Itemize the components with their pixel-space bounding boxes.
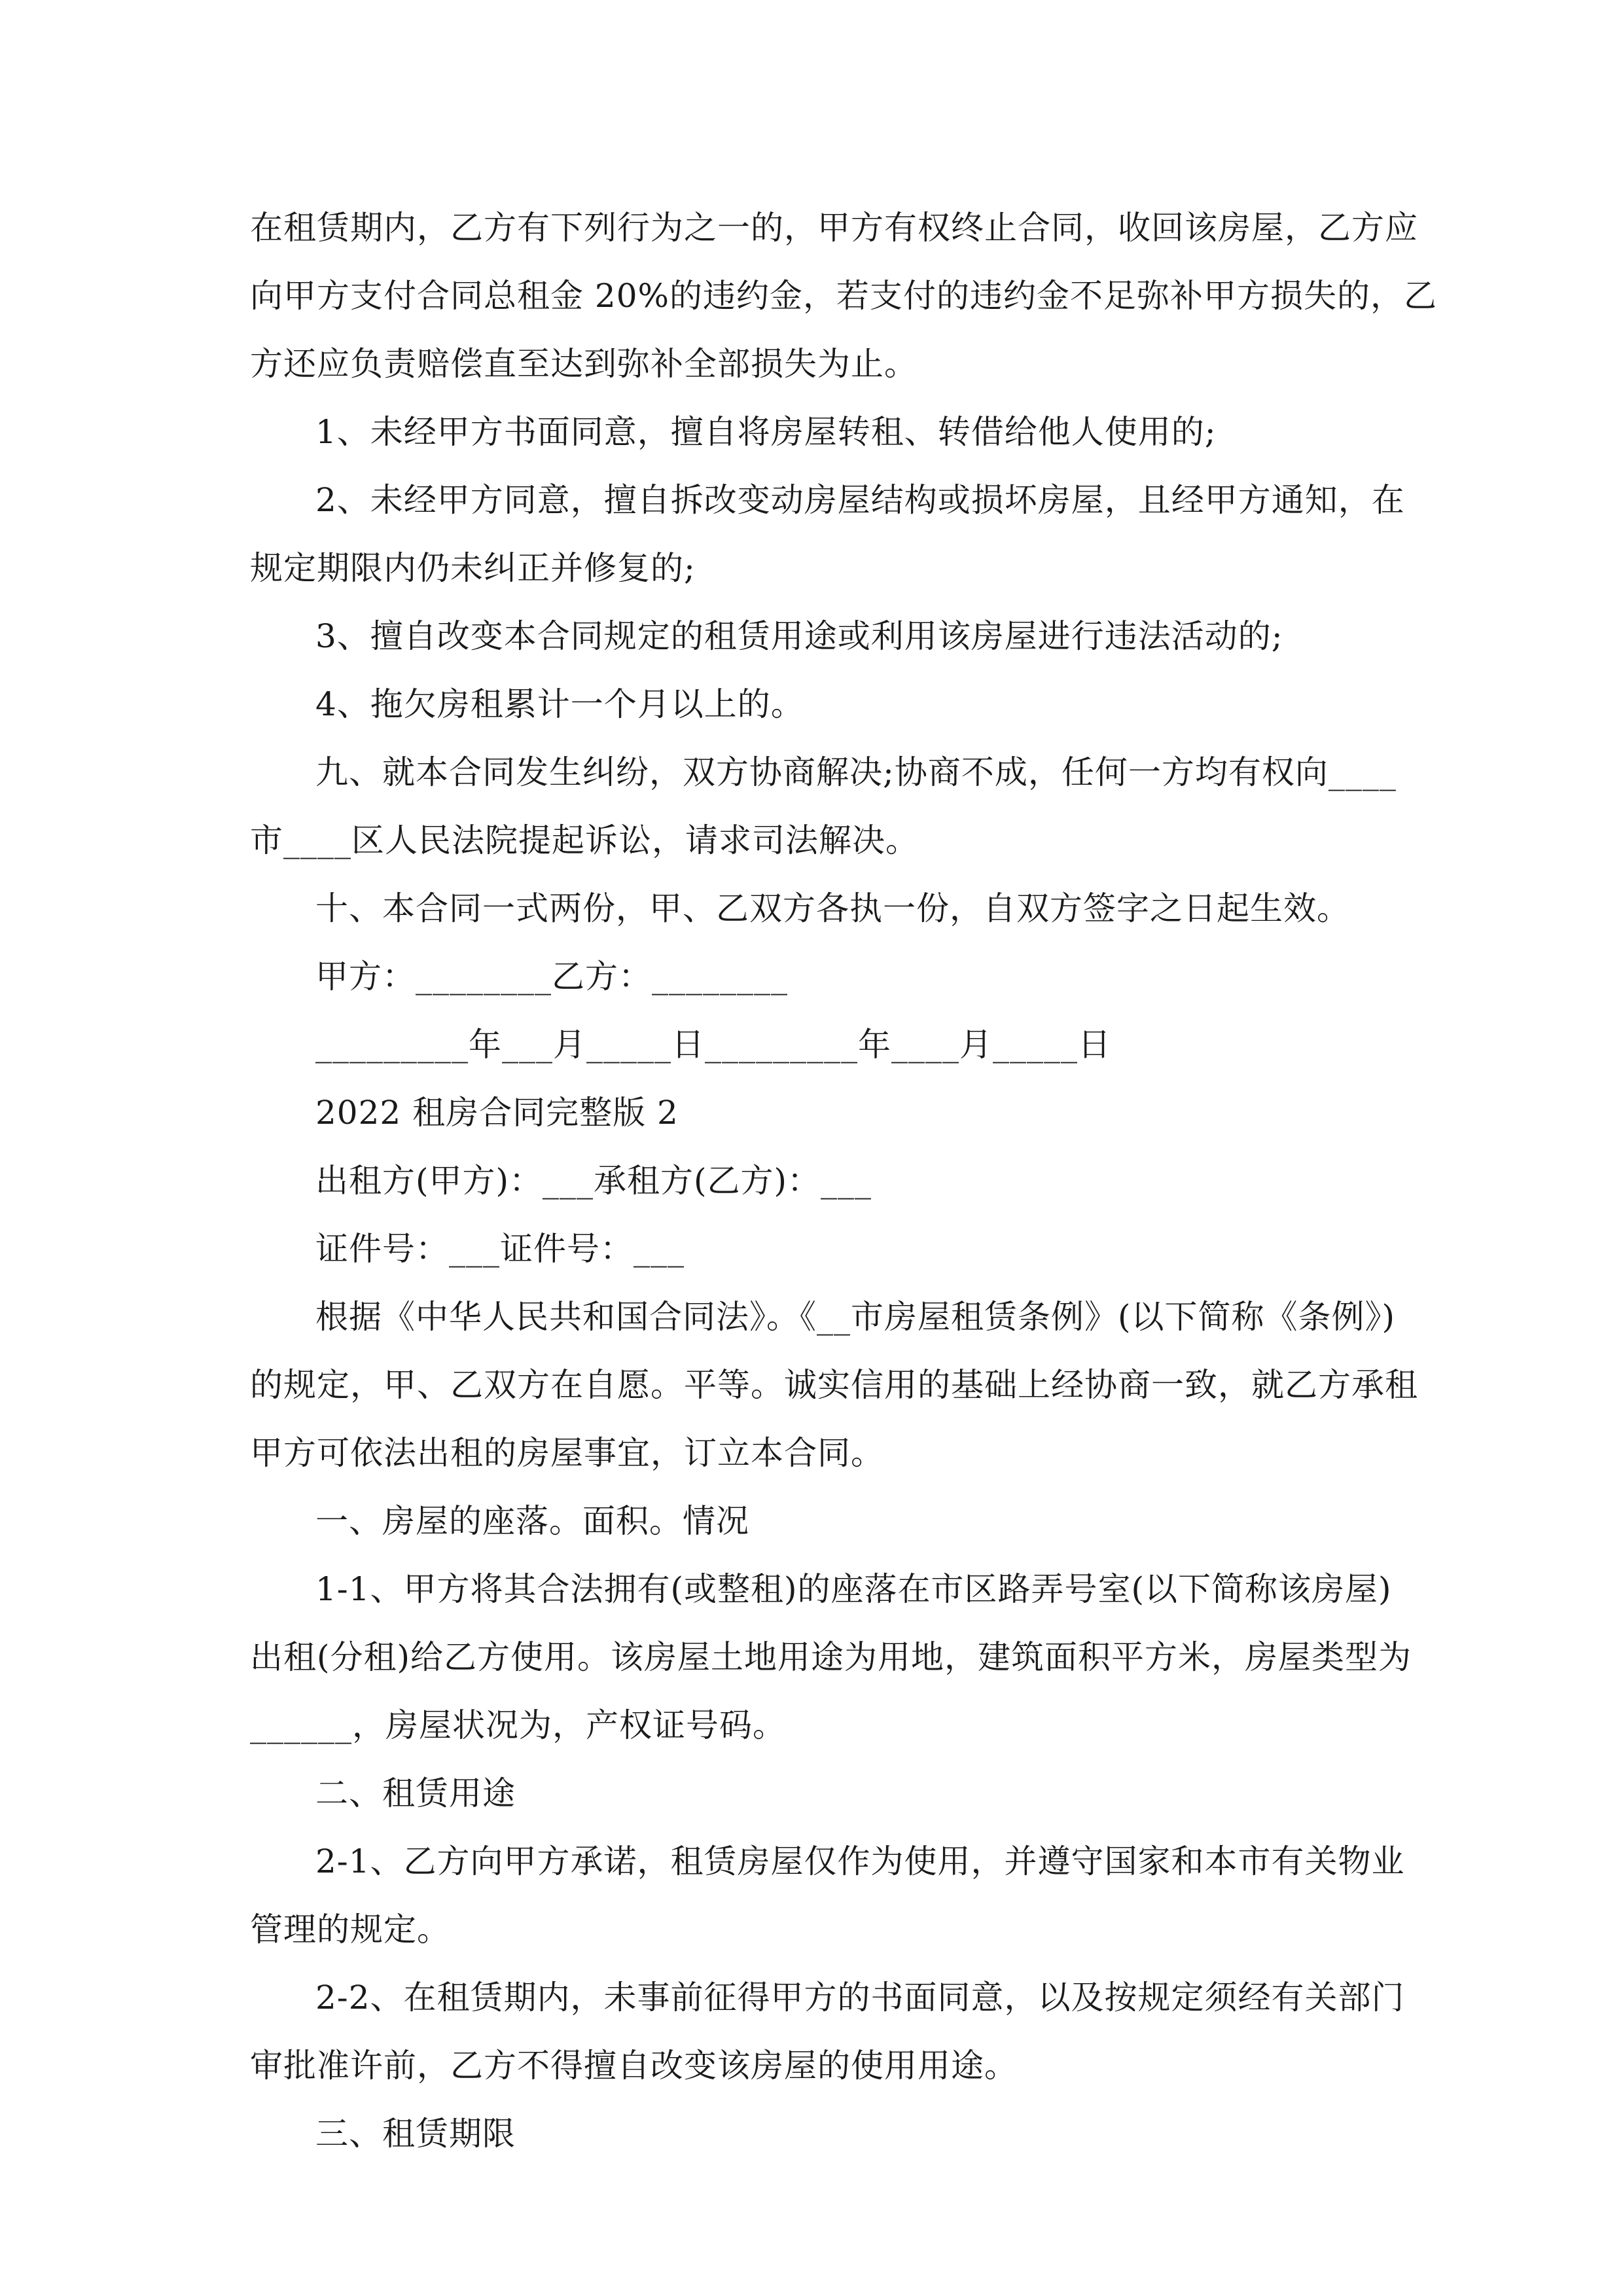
- clause-item: 1-1、甲方将其合法拥有(或整租)的座落在市区路弄号室(以下简称该房屋): [315, 1570, 1392, 1608]
- text-line: 审批准许前，乙方不得擅自改变该房屋的使用用途。: [250, 2047, 1018, 2085]
- text-line: 向甲方支付合同总租金 20%的违约金，若支付的违约金不足弥补甲方损失的，乙: [250, 277, 1438, 315]
- text-line: 出租(分租)给乙方使用。该房屋土地用途为用地，建筑面积平方米，房屋类型为: [250, 1638, 1412, 1676]
- section-heading: 十、本合同一式两份，甲、乙双方各执一份，自双方签字之日起生效。: [315, 889, 1350, 927]
- clause-item: 3、擅自改变本合同规定的租赁用途或利用该房屋进行违法活动的;: [315, 617, 1283, 655]
- text-line: 甲方可依法出租的房屋事宜，订立本合同。: [250, 1434, 884, 1472]
- section-heading: 九、就本合同发生纠纷，双方协商解决;协商不成，任何一方均有权向____: [315, 753, 1397, 791]
- id-number-line: 证件号：___证件号：___: [315, 1230, 685, 1268]
- section-heading: 一、房屋的座落。面积。情况: [315, 1502, 749, 1540]
- document-page: [250, 194, 1438, 2168]
- text-line: 方还应负责赔偿直至达到弥补全部损失为止。: [250, 345, 918, 383]
- clause-item: 4、拖欠房租累计一个月以上的。: [315, 685, 804, 723]
- text-line: 的规定，甲、乙双方在自愿。平等。诚实信用的基础上经协商一致，就乙方承租: [250, 1366, 1418, 1404]
- section-heading: 三、租赁期限: [315, 2115, 516, 2153]
- text-line: 规定期限内仍未纠正并修复的;: [250, 549, 696, 587]
- clause-item: 1、未经甲方书面同意，擅自将房屋转租、转借给他人使用的;: [315, 413, 1217, 451]
- section-heading: 二、租赁用途: [315, 1774, 516, 1812]
- party-line: 出租方(甲方)：___承租方(乙方)：___: [315, 1162, 872, 1200]
- clause-item: 2-2、在租赁期内，未事前征得甲方的书面同意，以及按规定须经有关部门: [315, 1979, 1405, 2017]
- text-line: 在租赁期内，乙方有下列行为之一的，甲方有权终止合同，收回该房屋，乙方应: [250, 209, 1418, 247]
- clause-item: 2-1、乙方向甲方承诺，租赁房屋仅作为使用，并遵守国家和本市有关物业: [315, 1842, 1405, 1880]
- clause-item: 2、未经甲方同意，擅自拆改变动房屋结构或损坏房屋，且经甲方通知，在: [315, 481, 1405, 519]
- date-line: _________年___月_____日_________年____月_____日: [315, 1026, 1111, 1064]
- text-line: 市____区人民法院提起诉讼，请求司法解决。: [250, 821, 919, 859]
- paragraph-start: 根据《中华人民共和国合同法》。《__市房屋租赁条例》(以下简称《条例》): [315, 1298, 1396, 1336]
- text-line: ______，房屋状况为，产权证号码。: [250, 1706, 786, 1744]
- text-line: 管理的规定。: [250, 1910, 450, 1948]
- document-title: 2022 租房合同完整版 2: [315, 1094, 679, 1132]
- signature-line: 甲方：________乙方：________: [315, 958, 788, 996]
